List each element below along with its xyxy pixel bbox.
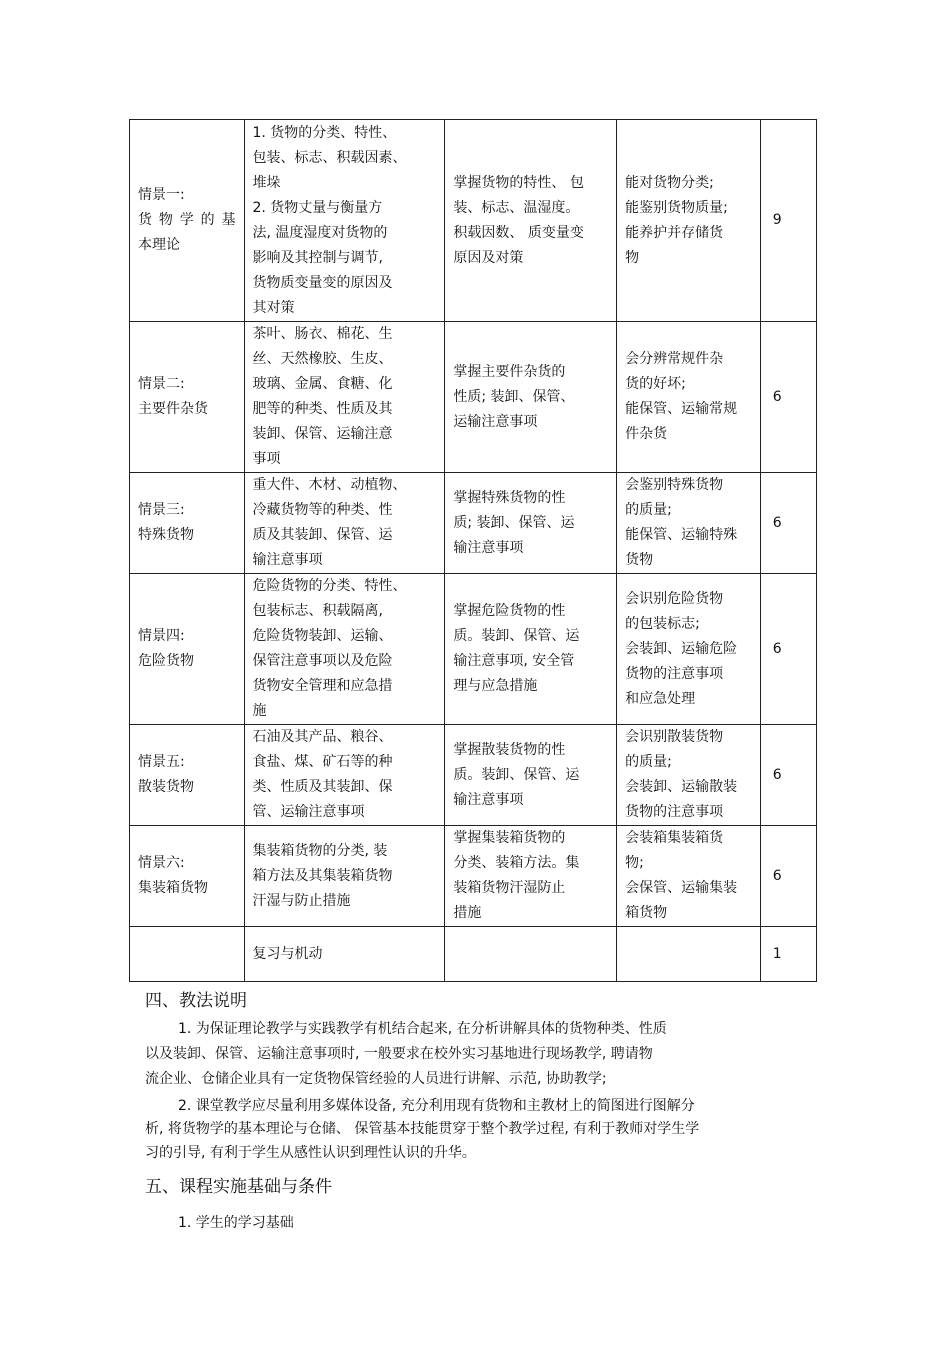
s5-item-1: 1. 学生的学习基础 bbox=[178, 1215, 294, 1231]
knowledge-line: 分类、装箱方法。集 bbox=[453, 855, 580, 871]
ability-line: 的质量; bbox=[625, 754, 672, 770]
content-cell bbox=[244, 725, 445, 826]
content-line: 包装、标志、积载因素、 bbox=[252, 149, 407, 166]
knowledge-line: 掌握货物的特性、 包 bbox=[453, 174, 584, 191]
s4-para1-line3: 流企业、仓储企业具有一定货物保管经验的人员进行讲解、示范, 协助教学; bbox=[145, 1071, 607, 1087]
knowledge-line: 输注意事项 bbox=[453, 791, 524, 808]
content-cell bbox=[244, 826, 445, 927]
ability-line: 会分辨常规件杂 bbox=[625, 351, 724, 367]
scenario-cell bbox=[130, 322, 245, 473]
s4-para2-line1: 2. 课堂教学应尽量利用多媒体设备, 充分利用现有货物和主教材上的简图进行图解分 bbox=[178, 1098, 695, 1114]
knowledge-line: 掌握散装货物的性 bbox=[453, 741, 566, 758]
knowledge-cell bbox=[445, 322, 617, 473]
knowledge-line: 原因及对策 bbox=[453, 249, 524, 266]
ability-line: 物 bbox=[625, 249, 640, 266]
s4-para2-line2: 析, 将货物学的基本理论与仓储、 保管基本技能贯穿于整个教学过程, 有利于教师对学生学 bbox=[145, 1121, 700, 1137]
table-row bbox=[130, 322, 817, 473]
ability-line: 货的好坏; bbox=[625, 376, 686, 392]
ability-line: 能保管、运输特殊 bbox=[625, 527, 738, 543]
hours-cell bbox=[760, 826, 816, 927]
ability-cell bbox=[617, 574, 761, 725]
scenario-line: 散装货物 bbox=[138, 779, 194, 795]
content-line: 保管注意事项以及危险 bbox=[252, 653, 393, 669]
scenario-line: 情景二: bbox=[138, 376, 185, 392]
ability-cell bbox=[617, 120, 761, 322]
knowledge-line: 性质; 装卸、保管、 bbox=[453, 388, 575, 405]
hours-cell bbox=[760, 725, 816, 826]
scenario-line: 情景三: bbox=[138, 502, 185, 518]
content-line: 其对策 bbox=[252, 299, 295, 316]
content-line: 包装标志、积载隔离, bbox=[252, 603, 383, 619]
content-line: 施 bbox=[252, 703, 267, 719]
table-row bbox=[130, 826, 817, 927]
ability-line: 货物 bbox=[625, 552, 654, 568]
content-line: 法, 温度湿度对货物的 bbox=[252, 224, 388, 241]
hours-cell bbox=[760, 473, 816, 574]
scenario-cell bbox=[130, 927, 245, 982]
table-row bbox=[130, 725, 817, 826]
scenario-line: 情景一: bbox=[138, 187, 185, 203]
content-line: 石油及其产品、粮谷、 bbox=[252, 729, 393, 745]
scenario-line: 情景六: bbox=[138, 855, 185, 871]
knowledge-line: 质。装卸、保管、运 bbox=[453, 628, 580, 644]
ability-line: 货物的注意事项 bbox=[625, 665, 724, 682]
ability-line: 会识别危险货物 bbox=[625, 590, 724, 607]
content-line: 质及其装卸、保管、运 bbox=[252, 527, 393, 543]
scenario-line: 本理论 bbox=[138, 237, 180, 253]
content-line: 事项 bbox=[252, 451, 281, 467]
content-line: 货物质变量变的原因及 bbox=[252, 274, 393, 291]
ability-cell bbox=[617, 725, 761, 826]
content-cell bbox=[244, 473, 445, 574]
scenario-cell bbox=[130, 725, 245, 826]
knowledge-line: 掌握危险货物的性 bbox=[453, 603, 566, 619]
ability-line: 会识别散装货物 bbox=[625, 729, 724, 745]
s4-para1-line1: 1. 为保证理论教学与实践教学有机结合起来, 在分析讲解具体的货物种类、性质 bbox=[178, 1021, 667, 1037]
hours-cell bbox=[760, 927, 816, 982]
content-line: 输注意事项 bbox=[252, 552, 323, 568]
ability-line: 能鉴别货物质量; bbox=[625, 199, 728, 216]
s4-para2-line3: 习的引导, 有利于学生从感性认识到理性认识的升华。 bbox=[145, 1145, 476, 1161]
content-cell bbox=[244, 927, 445, 982]
content-line: 货物安全管理和应急措 bbox=[252, 678, 393, 694]
table-row bbox=[130, 574, 817, 725]
hours-value: 6 bbox=[772, 766, 782, 783]
scenario-cell bbox=[130, 473, 245, 574]
content-line: 冷藏货物等的种类、性 bbox=[252, 502, 393, 518]
section-4-title: 四、教法说明 bbox=[145, 991, 247, 1011]
content-line: 危险货物装卸、运输、 bbox=[252, 628, 393, 644]
ability-cell bbox=[617, 826, 761, 927]
ability-cell bbox=[617, 927, 761, 982]
scenario-line: 情景五: bbox=[138, 754, 185, 770]
scenario-line: 情景四: bbox=[138, 628, 185, 644]
scenario-cell bbox=[130, 120, 245, 322]
ability-line: 的包装标志; bbox=[625, 615, 700, 632]
knowledge-line: 质; 装卸、保管、运 bbox=[453, 514, 575, 531]
knowledge-line: 掌握特殊货物的性 bbox=[453, 489, 566, 506]
knowledge-cell bbox=[445, 473, 617, 574]
ability-line: 会装箱集装箱货 bbox=[625, 830, 724, 846]
hours-value: 1 bbox=[772, 945, 782, 962]
knowledge-line: 掌握集装箱货物的 bbox=[453, 830, 566, 846]
scenario-line: 危险货物 bbox=[138, 653, 194, 669]
knowledge-line: 输注意事项, 安全管 bbox=[453, 653, 575, 669]
knowledge-line: 措施 bbox=[453, 905, 482, 921]
knowledge-line: 运输注意事项 bbox=[453, 413, 538, 430]
content-line: 类、性质及其装卸、保 bbox=[252, 779, 393, 795]
scenario-line: 主要件杂货 bbox=[138, 401, 208, 417]
knowledge-line: 理与应急措施 bbox=[453, 678, 538, 694]
content-line: 集装箱货物的分类, 装 bbox=[252, 842, 388, 859]
content-line: 重大件、木材、动植物、 bbox=[252, 477, 407, 493]
ability-cell bbox=[617, 473, 761, 574]
hours-value: 6 bbox=[772, 514, 782, 531]
content-line: 茶叶、肠衣、棉花、生 bbox=[252, 326, 393, 342]
ability-line: 会装卸、运输散装 bbox=[625, 779, 738, 795]
hours-cell bbox=[760, 322, 816, 473]
table-row bbox=[130, 120, 817, 322]
content-line: 影响及其控制与调节, bbox=[252, 249, 383, 266]
ability-line: 能保管、运输常规 bbox=[625, 401, 738, 417]
section-5-title: 五、课程实施基础与条件 bbox=[145, 1177, 332, 1197]
content-line: 堆垛 bbox=[252, 174, 281, 191]
content-line: 食盐、煤、矿石等的种 bbox=[252, 754, 393, 770]
content-line: 2. 货物丈量与衡量方 bbox=[252, 199, 383, 216]
ability-line: 的质量; bbox=[625, 502, 672, 518]
hours-cell bbox=[760, 120, 816, 322]
content-line: 危险货物的分类、特性、 bbox=[252, 578, 407, 594]
content-line: 箱方法及其集装箱货物 bbox=[252, 867, 393, 884]
content-line: 丝、天然橡胶、生皮、 bbox=[252, 351, 393, 367]
scenario-line: 货物学的基 bbox=[138, 212, 236, 228]
hours-value: 6 bbox=[772, 867, 782, 884]
ability-line: 会装卸、运输危险 bbox=[625, 640, 738, 657]
ability-line: 能养护并存储货 bbox=[625, 224, 724, 241]
ability-line: 会保管、运输集装 bbox=[625, 880, 738, 896]
hours-cell bbox=[760, 574, 816, 725]
ability-cell bbox=[617, 322, 761, 473]
knowledge-line: 积载因数、 质变量变 bbox=[453, 224, 584, 241]
knowledge-line: 装、标志、温湿度。 bbox=[453, 199, 580, 216]
content-line: 肥等的种类、性质及其 bbox=[252, 401, 393, 417]
ability-line: 箱货物 bbox=[625, 905, 668, 921]
hours-value: 9 bbox=[772, 212, 782, 228]
knowledge-cell bbox=[445, 574, 617, 725]
content-line: 玻璃、金属、食糖、化 bbox=[252, 376, 393, 392]
scenario-cell bbox=[130, 574, 245, 725]
content-line: 1. 货物的分类、特性、 bbox=[252, 124, 397, 141]
ability-line: 会鉴别特殊货物 bbox=[625, 477, 724, 493]
knowledge-line: 掌握主要件杂货的 bbox=[453, 363, 566, 380]
ability-line: 货物的注意事项 bbox=[625, 804, 724, 820]
knowledge-line: 装箱货物汗湿防止 bbox=[453, 880, 566, 896]
knowledge-line: 输注意事项 bbox=[453, 539, 524, 556]
scenario-cell bbox=[130, 826, 245, 927]
ability-line: 件杂货 bbox=[625, 426, 668, 442]
ability-line: 和应急处理 bbox=[625, 690, 696, 707]
knowledge-cell bbox=[445, 826, 617, 927]
knowledge-cell bbox=[445, 120, 617, 322]
table-row bbox=[130, 473, 817, 574]
scenario-line: 集装箱货物 bbox=[138, 880, 208, 896]
knowledge-line: 质。装卸、保管、运 bbox=[453, 766, 580, 783]
content-cell bbox=[244, 322, 445, 473]
knowledge-cell bbox=[445, 927, 617, 982]
scenario-line: 特殊货物 bbox=[138, 527, 194, 543]
content-line: 管、运输注意事项 bbox=[252, 804, 365, 820]
table-row bbox=[130, 927, 817, 982]
knowledge-cell bbox=[445, 725, 617, 826]
content-line: 汗湿与防止措施 bbox=[252, 892, 351, 909]
course-content-table bbox=[129, 119, 817, 982]
ability-line: 能对货物分类; bbox=[625, 174, 714, 191]
s4-para1-line2: 以及装卸、保管、运输注意事项时, 一般要求在校外实习基地进行现场教学, 聘请物 bbox=[145, 1046, 653, 1062]
hours-value: 6 bbox=[772, 640, 782, 657]
content-cell bbox=[244, 574, 445, 725]
content-line: 装卸、保管、运输注意 bbox=[252, 426, 393, 442]
hours-value: 6 bbox=[772, 388, 782, 405]
content-cell bbox=[244, 120, 445, 322]
content-line: 复习与机动 bbox=[252, 945, 323, 962]
ability-line: 物; bbox=[625, 855, 644, 871]
